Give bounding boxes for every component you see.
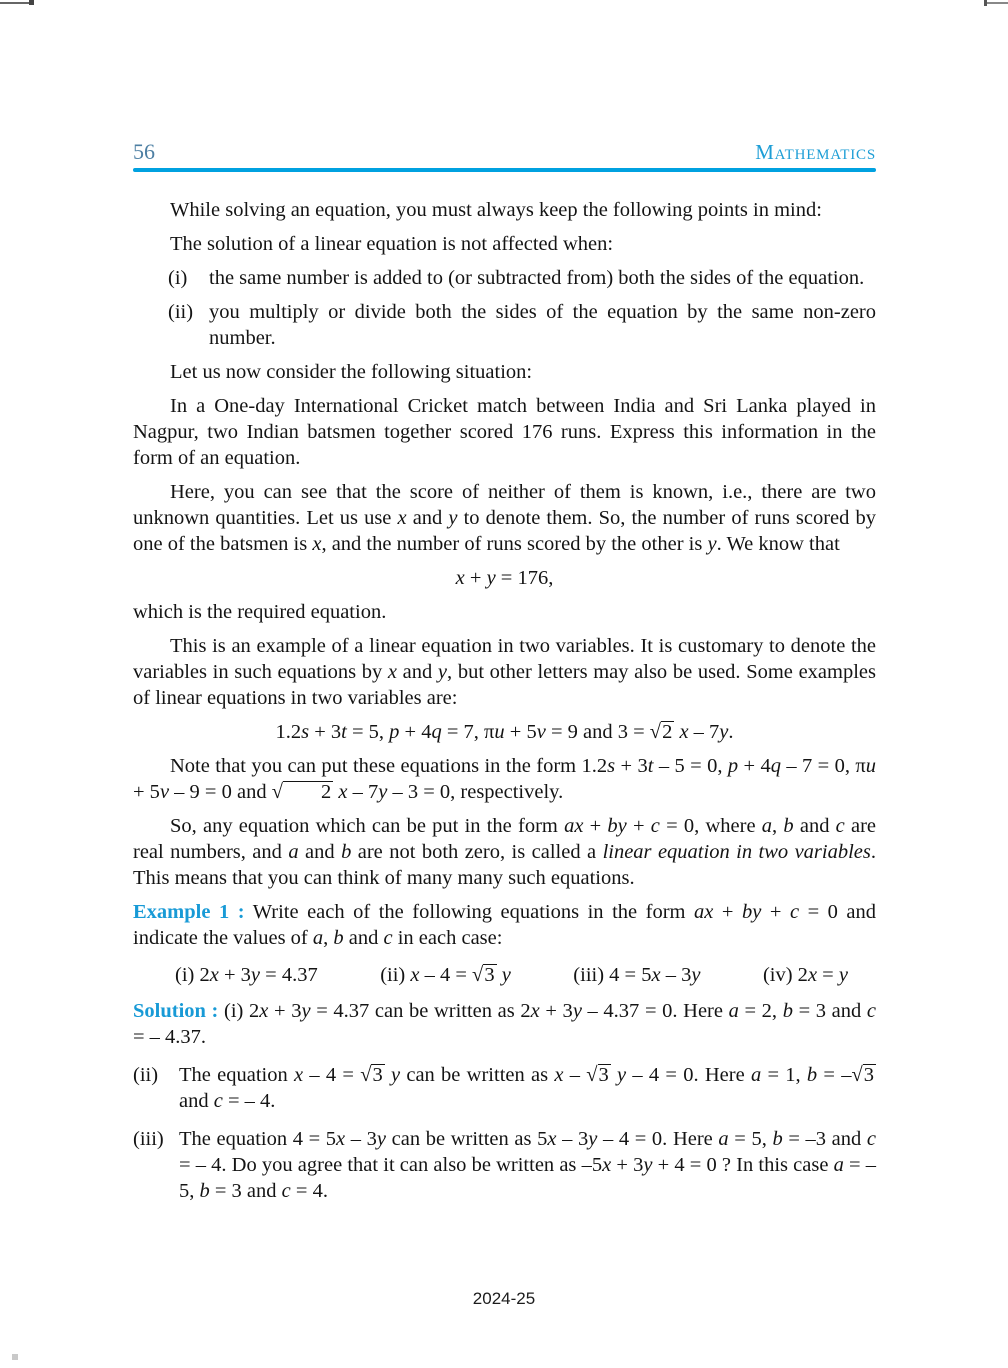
example-1-equations-row bbox=[175, 962, 876, 988]
solution-part-i-text: (i) 2x + 3y = 4.37 can be written as 2x + 3y – 4.37 = 0. Here a = 2, b = 3 and c = – 4.37. bbox=[133, 1000, 877, 1048]
paragraph-points-in-mind: While solving an equation, you must always keep the following points in mind: bbox=[170, 199, 822, 221]
example-equation-i: (i) 2x + 3y = 4.37 bbox=[175, 964, 318, 986]
list-item-ii bbox=[168, 299, 876, 351]
paragraph-required-equation: which is the required equation. bbox=[133, 601, 387, 623]
list-item-ii-text: you multiply or divide both the sides of the equation by the same non-zero number. bbox=[209, 301, 876, 349]
equation-examples-list: 1.2s + 3t = 5, p + 4q = 7, πu + 5v = 9 and 3 = √2 x – 7y. bbox=[275, 721, 734, 743]
solution-part-iii-text: The equation 4 = 5x – 3y can be written as 5x – 3y – 4 = 0. Here a = 5, b = –3 and c = – 4. Do you agree that it can also be written as –5x + 3y + 4 = 0 ? In this case a = –5, b = 3 and c = 4. bbox=[179, 1128, 877, 1202]
paragraph-example-of-linear: This is an example of a linear equation in two variables. It is customary to denote the variables in such equations by x and y, but other letters may also be used. Some examples of linear equations in two variables are: bbox=[133, 635, 876, 709]
header-rule bbox=[133, 168, 876, 172]
solution-part-ii-text: The equation x – 4 = √3 y can be written as x – √3 y – 4 = 0. Here a = 1, b = –√3 and c = – 4. bbox=[179, 1064, 875, 1112]
list-item-i bbox=[168, 265, 876, 291]
paragraph-solution-unaffected: The solution of a linear equation is not affected when: bbox=[170, 233, 614, 255]
crop-mark-top-left-dot bbox=[29, 0, 34, 5]
paragraph-unknown-quantities: Here, you can see that the score of neither of them is known, i.e., there are two unknown quantities. Let us use x and y to denote them. So, the number of runs scored by one of the batsmen is x, and the number of runs scored by the other is y. We know that bbox=[133, 481, 877, 555]
page-content bbox=[133, 197, 876, 1204]
paragraph-example-1 bbox=[133, 899, 876, 951]
page-body bbox=[133, 141, 876, 1212]
paragraph-situation: Let us now consider the following situation: bbox=[170, 361, 533, 383]
example-equation-iii: (iii) 4 = 5x – 3y bbox=[573, 964, 701, 986]
paragraph-solution-part-i bbox=[133, 998, 876, 1050]
paragraph-definition-linear-equation: So, any equation which can be put in the form ax + by + c = 0, where a, b and c are real numbers, and a and b are not both zero, is called a linear equation in two variables. This means that you can think of many many such equations. bbox=[133, 815, 877, 889]
solution-part-ii bbox=[133, 1062, 876, 1114]
solution-part-iii bbox=[133, 1126, 876, 1204]
page-header bbox=[133, 141, 876, 163]
page-number: 56 bbox=[133, 139, 155, 164]
crop-mark-top-right-dot bbox=[984, 0, 987, 6]
example-equation-iv: (iv) 2x = y bbox=[762, 964, 848, 986]
crop-mark-top-right bbox=[985, 2, 1008, 4]
paragraph-cricket-match: In a One-day International Cricket match between India and Sri Lanka played in Nagpur, two Indian batsmen together scored 176 runs. Express this information in the form of an equation. bbox=[133, 395, 876, 469]
paragraph-note-standard-form: Note that you can put these equations in the form 1.2s + 3t – 5 = 0, p + 4q – 7 = 0, πu + 5v – 9 = 0 and √ 2 x – 7y – 3 = 0, respectively. bbox=[133, 755, 876, 803]
solution-part-iii-label: (iii) bbox=[133, 1128, 164, 1150]
example-1-text: Write each of the following equations in the form ax + by + c = 0 and indicate the values of a, b and c in each case: bbox=[133, 901, 877, 949]
footer-edition: 2024-25 bbox=[472, 1289, 536, 1308]
chapter-running-head: Mathematics bbox=[755, 140, 876, 164]
list-item-i-label: (i) bbox=[168, 267, 188, 289]
list-item-ii-label: (ii) bbox=[168, 301, 194, 323]
solution-label: Solution : bbox=[133, 1000, 219, 1022]
list-item-i-text: the same number is added to (or subtracted from) both the sides of the equation. bbox=[209, 267, 865, 289]
example-1-label: Example 1 : bbox=[133, 901, 245, 923]
example-equation-ii: (ii) x – 4 = √3 y bbox=[380, 964, 511, 986]
crop-mark-bottom-left bbox=[12, 1354, 18, 1360]
equation-x-plus-y-176: x + y = 176, bbox=[455, 567, 554, 589]
solution-part-ii-label: (ii) bbox=[133, 1064, 159, 1086]
